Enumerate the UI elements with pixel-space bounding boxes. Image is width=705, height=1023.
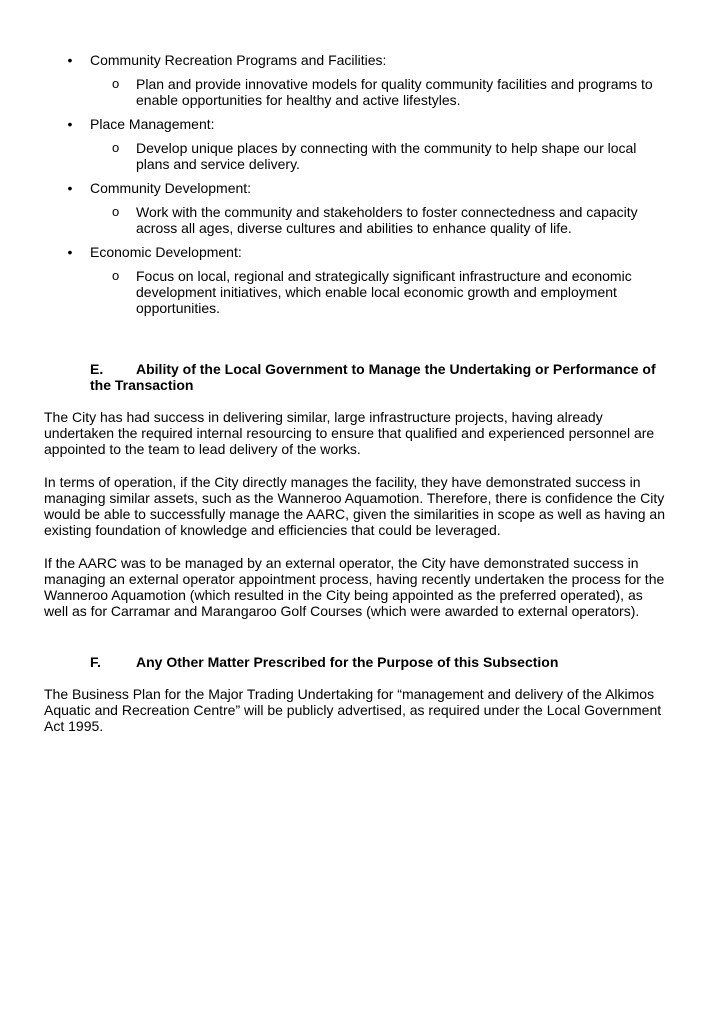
section-f-letter: F. xyxy=(90,654,101,670)
bullet-icon: • xyxy=(67,244,73,260)
sub-bullet-icon: o xyxy=(112,76,120,91)
sub-list-item-text: Work with the community and stakeholders to foster connectedness and capacity across all ages, diverse cultures and abilities to enhance quality of life. xyxy=(136,204,638,236)
section-f-heading xyxy=(90,654,670,670)
bullet-icon: • xyxy=(67,116,73,132)
sub-list-item xyxy=(90,204,666,236)
bullet-icon: • xyxy=(67,180,73,196)
sub-list-item xyxy=(90,268,666,316)
list-item-label: Place Management: xyxy=(90,116,215,132)
sub-list-item xyxy=(90,140,666,172)
sub-bullet-icon: o xyxy=(112,140,120,155)
sub-list-item-text: Focus on local, regional and strategically significant infrastructure and economic development initiatives, which enable local economic growth and employment opportunities. xyxy=(136,268,632,316)
sub-bullet-icon: o xyxy=(112,268,120,283)
section-e-paragraph-2: In terms of operation, if the City directly manages the facility, they have demonstrated success in managing similar assets, such as the Wanneroo Aquamotion. Therefore, there is confidence the City would be able to successfully manage the AARC, given the similarities in scope as well as having an existing foundation of knowledge and efficiencies that could be leveraged. xyxy=(44,474,665,538)
sub-list-item xyxy=(90,76,666,108)
list-item xyxy=(0,180,705,236)
sub-bullet-icon: o xyxy=(112,204,120,219)
section-e-paragraph-1: The City has had success in delivering similar, large infrastructure projects, having already undertaken the required internal resourcing to ensure that qualified and experienced personnel are appointed to the team to lead delivery of the works. xyxy=(44,409,655,457)
list-item xyxy=(0,244,705,316)
list-item xyxy=(0,52,705,108)
sub-list-item-text: Develop unique places by connecting with the community to help shape our local plans and service delivery. xyxy=(136,140,637,172)
sub-list-item-text: Plan and provide innovative models for quality community facilities and programs to enable opportunities for healthy and active lifestyles. xyxy=(136,76,653,108)
list-item-label: Community Recreation Programs and Facilities: xyxy=(90,52,387,68)
list-item-label: Economic Development: xyxy=(90,244,242,260)
service-area-list xyxy=(0,52,705,324)
section-e-heading xyxy=(90,361,670,393)
section-f-title: Any Other Matter Prescribed for the Purpose of this Subsection xyxy=(136,654,559,670)
section-e-paragraph-3: If the AARC was to be managed by an external operator, the City have demonstrated success in managing an external operator appointment process, having recently undertaken the process for the Wanneroo Aquamotion (which resulted in the City being appointed as the preferred operated), as well as for Carramar and Marangaroo Golf Courses (which were awarded to external operators). xyxy=(44,555,665,619)
section-f-paragraph-1: The Business Plan for the Major Trading Undertaking for “management and delivery of the Alkimos Aquatic and Recreation Centre” will be publicly advertised, as required under the Local Government Act 1995. xyxy=(44,686,662,734)
list-item-label: Community Development: xyxy=(90,180,252,196)
section-e-letter: E. xyxy=(90,361,104,377)
bullet-icon: • xyxy=(67,52,73,68)
list-item xyxy=(0,116,705,172)
section-e-title: Ability of the Local Government to Manage the Undertaking or Performance of the Transaction xyxy=(90,361,656,393)
